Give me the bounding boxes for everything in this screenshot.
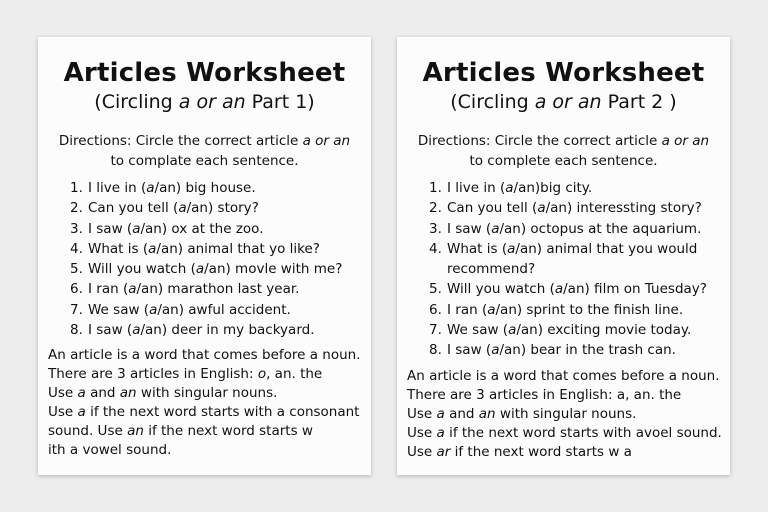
- item-number: 7.: [429, 322, 442, 339]
- item-text: I saw (a/an) octopus at the aquarium.: [447, 220, 702, 237]
- list-item: [429, 300, 730, 320]
- directions: [38, 131, 371, 171]
- item-number: [429, 259, 447, 279]
- item-number: 5.: [429, 281, 442, 298]
- item-number: 7.: [70, 301, 83, 318]
- item-number: 8.: [429, 342, 442, 359]
- item-text: We saw (a/an) exciting movie today.: [447, 322, 692, 339]
- note-line: There are 3 articles in English: a, an. the: [407, 386, 682, 403]
- item-text: We saw (a/an) awful accident.: [88, 301, 291, 318]
- list-item: [429, 259, 730, 279]
- list-item: [70, 178, 371, 198]
- notes: [38, 346, 371, 460]
- item-text: I ran (a/an) marathon last year.: [88, 281, 300, 298]
- directions: [397, 131, 730, 171]
- list-item: [70, 300, 371, 320]
- item-number: 8.: [70, 322, 83, 339]
- item-number: 5.: [70, 261, 83, 278]
- item-number: 2.: [429, 200, 442, 217]
- item-text: I saw (a/an) deer in my backyard.: [88, 322, 315, 339]
- item-number: 6.: [429, 301, 442, 318]
- list-item: [429, 198, 730, 218]
- sentence-list: [38, 178, 371, 340]
- item-text: Will you watch (a/an) film on Tuesday?: [447, 281, 707, 298]
- list-item: [429, 340, 730, 360]
- item-number: 6.: [70, 281, 83, 298]
- item-text: Can you tell (a/an) story?: [88, 200, 259, 217]
- note-line: An article is a word that comes before a noun.: [407, 367, 720, 384]
- item-number: 4.: [429, 240, 442, 257]
- note-line: An article is a word that comes before a noun.: [48, 347, 361, 364]
- item-text: Can you tell (a/an) interessting story?: [447, 200, 702, 217]
- item-number: 1.: [429, 180, 442, 196]
- worksheet-subtitle: (Circling a or an Part 2 ): [450, 91, 677, 113]
- list-item: [70, 279, 371, 299]
- item-text: I live in (a/an)big city.: [447, 180, 593, 196]
- item-number: 3.: [70, 220, 83, 237]
- list-item: [429, 239, 730, 259]
- note-line: Use a and an with singular nouns.: [48, 385, 278, 402]
- worksheet-subtitle: (Circling a or an Part 1): [94, 91, 315, 113]
- list-item: [429, 219, 730, 239]
- sentence-list: [397, 178, 730, 361]
- item-number: 3.: [429, 220, 442, 237]
- list-item: [70, 198, 371, 218]
- worksheet-title: Articles Worksheet: [422, 58, 705, 88]
- item-number: 1.: [70, 180, 83, 196]
- note-line: Use a and an with singular nouns.: [407, 405, 637, 422]
- item-text: I ran (a/an) sprint to the finish line.: [447, 301, 684, 318]
- note-line: ith a vowel sound.: [48, 442, 172, 459]
- list-item: [429, 279, 730, 299]
- list-item: [70, 259, 371, 279]
- item-text: I saw (a/an) bear in the trash can.: [447, 342, 676, 359]
- worksheet-title: Articles Worksheet: [63, 58, 346, 88]
- note-line: Use ar if the next word starts w a: [407, 443, 632, 460]
- item-text: I live in (a/an) big house.: [88, 180, 256, 196]
- item-text: recommend?: [447, 261, 536, 278]
- list-item: [429, 178, 730, 198]
- list-item: [70, 219, 371, 239]
- item-number: 4.: [70, 240, 83, 257]
- note-line: Use a if the next word starts with a consonant: [48, 404, 360, 421]
- item-text: What is (a/an) animal that yo like?: [88, 240, 320, 257]
- worksheet-part-1: [38, 37, 371, 475]
- worksheet-part-2: [397, 37, 730, 475]
- list-item: [429, 320, 730, 340]
- item-number: 2.: [70, 200, 83, 217]
- list-item: [70, 239, 371, 259]
- directions-line: to complate each sentence.: [110, 153, 299, 169]
- directions-line: to complete each sentence.: [469, 153, 658, 169]
- note-line: Use a if the next word starts with avoel sound.: [407, 424, 722, 441]
- item-text: Will you watch (a/an) movle with me?: [88, 261, 343, 278]
- list-item: [70, 320, 371, 340]
- directions-line: Directions: Circle the correct article a or an: [417, 133, 710, 149]
- note-line: There are 3 articles in English: o, an. the: [48, 366, 323, 383]
- item-text: I saw (a/an) ox at the zoo.: [88, 220, 264, 237]
- item-text: What is (a/an) animal that you would: [447, 240, 698, 257]
- note-line: sound. Use an if the next word starts w: [48, 423, 313, 440]
- directions-line: Directions: Circle the correct article a or an: [58, 133, 351, 149]
- notes: [397, 367, 730, 462]
